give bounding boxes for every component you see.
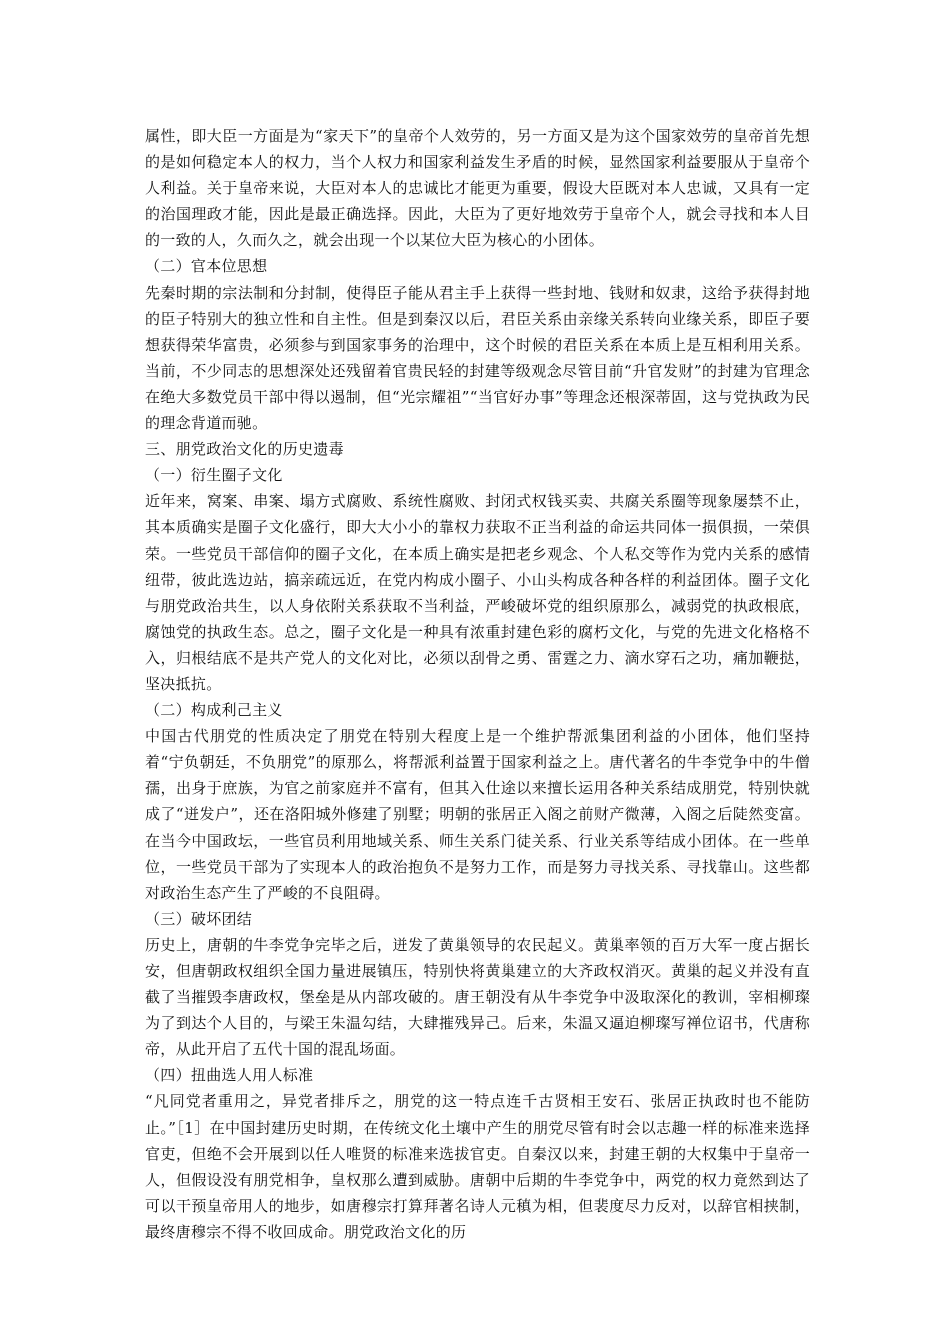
paragraph-circle-culture: 近年来，窝案、串案、塌方式腐败、系统性腐败、封闭式权钱买卖、共腐关系圈等现象屡禁不止，其本质确实是圈子文化盛行，即大大小小的靠权力获取不正当利益的命运共同体一损俱损，一荣俱荣。一些党员干部信仰的圈子文化，在本质上确实是把老乡观念、个人私交等作为党内关系的感情纽带，彼此选边站，搞亲疏远近，在党内构成小圈子、小山头构成各种各样的利益团体。圈子文化与朋党政治共生，以人身依附关系获取不当利益，严峻破坏党的组织原那么，减弱党的执政根底，腐蚀党的执政生态。总之，圈子文化是一种具有浓重封建色彩的腐朽文化，与党的先进文化格格不入，归根结底不是共产党人的文化对比，必须以刮骨之勇、雷霆之力、滴水穿石之功，痛加鞭挞，坚决抵抗。 — [145, 492, 810, 693]
heading-egoism: （二）构成利己主义 — [145, 701, 283, 720]
section-heading-historical-legacy: 三、朋党政治文化的历史遗毒 — [145, 440, 344, 459]
paragraph-loyalty-small-group: 属性，即大臣一方面是为“家天下”的皇帝个人效劳的，另一方面又是为这个国家效劳的皇帝首先想的是如何稳定本人的权力，当个人权力和国家利益发生矛盾的时候，显然国家利益要服从于皇帝个人利益。关于皇帝来说，大臣对本人的忠诚比才能更为重要，假设大臣既对本人忠诚，又具有一定的治国理政才能，因此是最正确选择。因此，大臣为了更好地效劳于皇帝个人，就会寻找和本人目的一致的人，久而久之，就会出现一个以某位大臣为核心的小团体。 — [145, 127, 810, 250]
paragraph-distorted-selection: “凡同党者重用之，异党者排斥之，朋党的这一特点连千古贤相王安石、张居正执政时也不能防止。”［1］在中国封建历史时期，在传统文化土壤中产生的朋党尽管有时会以志趣一样的标准来选择官吏，但绝不会开展到以任人唯贤的标准来选拔官吏。自秦汉以来，封建王朝的大权集中于皇帝一人，但假设没有朋党相争，皇权那么遭到威胁。唐朝中后期的牛李党争中，两党的权力竟然到达了可以干预皇帝用人的地步，如唐穆宗打算拜著名诗人元稹为相，但裴度尽力反对，以辞官相挟制，最终唐穆宗不得不收回成命。朋党政治文化的历 — [145, 1092, 810, 1241]
heading-official-rank-thought: （二）官本位思想 — [145, 257, 268, 276]
heading-circle-culture: （一）衍生圈子文化 — [145, 466, 283, 485]
heading-destroy-unity: （三）破坏团结 — [145, 909, 253, 928]
paragraph-official-rank-thought: 先秦时期的宗法制和分封制，使得臣子能从君主手上获得一些封地、钱财和奴隶，这给予获得封地的臣子特别大的独立性和自主性。但是到秦汉以后，君臣关系由亲缘关系转向业缘关系，即臣子要想获得荣华富贵，必须参与到国家事务的治理中，这个时候的君臣关系在本质上是互相利用关系。当前，不少同志的思想深处还残留着官贵民轻的封建等级观念尽管目前“升官发财”的封建为官理念在绝大多数党员干部中得以遏制，但“光宗耀祖”“当官好办事”等理念还根深蒂固，这与党执政为民的理念背道而驰。 — [145, 283, 810, 433]
paragraph-egoism: 中国古代朋党的性质决定了朋党在特别大程度上是一个维护帮派集团利益的小团体，他们坚持着“宁负朝廷，不负朋党”的原那么，将帮派利益置于国家利益之上。唐代著名的牛李党争中的牛僧孺，出身于庶族，为官之前家庭并不富有，但其入仕途以来擅长运用各种关系结成朋党，特别快就成了“迸发户”，还在洛阳城外修建了别墅；明朝的张居正入阁之前财产微薄，入阁之后陡然变富。在当今中国政坛，一些官员利用地域关系、师生关系门徒关系、行业关系等结成小团体。在一些单位，一些党员干部为了实现本人的政治抱负不是努力工作，而是努力寻找关系、寻找靠山。这些都对政治生态产生了严峻的不良阻碍。 — [145, 727, 810, 902]
document-page — [145, 123, 810, 1245]
paragraph-destroy-unity: 历史上，唐朝的牛李党争完毕之后，迸发了黄巢领导的农民起义。黄巢率领的百万大军一度占据长安，但唐朝政权组织全国力量进展镇压，特别快将黄巢建立的大齐政权消灭。黄巢的起义并没有直截了当摧毁李唐政权，堡垒是从内部攻破的。唐王朝没有从牛李党争中汲取深化的教训，宰相柳璨为了到达个人目的，与梁王朱温勾结，大肆摧残异己。后来，朱温又逼迫柳璨写禅位诏书，代唐称帝，从此开启了五代十国的混乱场面。 — [145, 935, 810, 1059]
heading-distorted-selection: （四）扭曲选人用人标准 — [145, 1066, 314, 1085]
